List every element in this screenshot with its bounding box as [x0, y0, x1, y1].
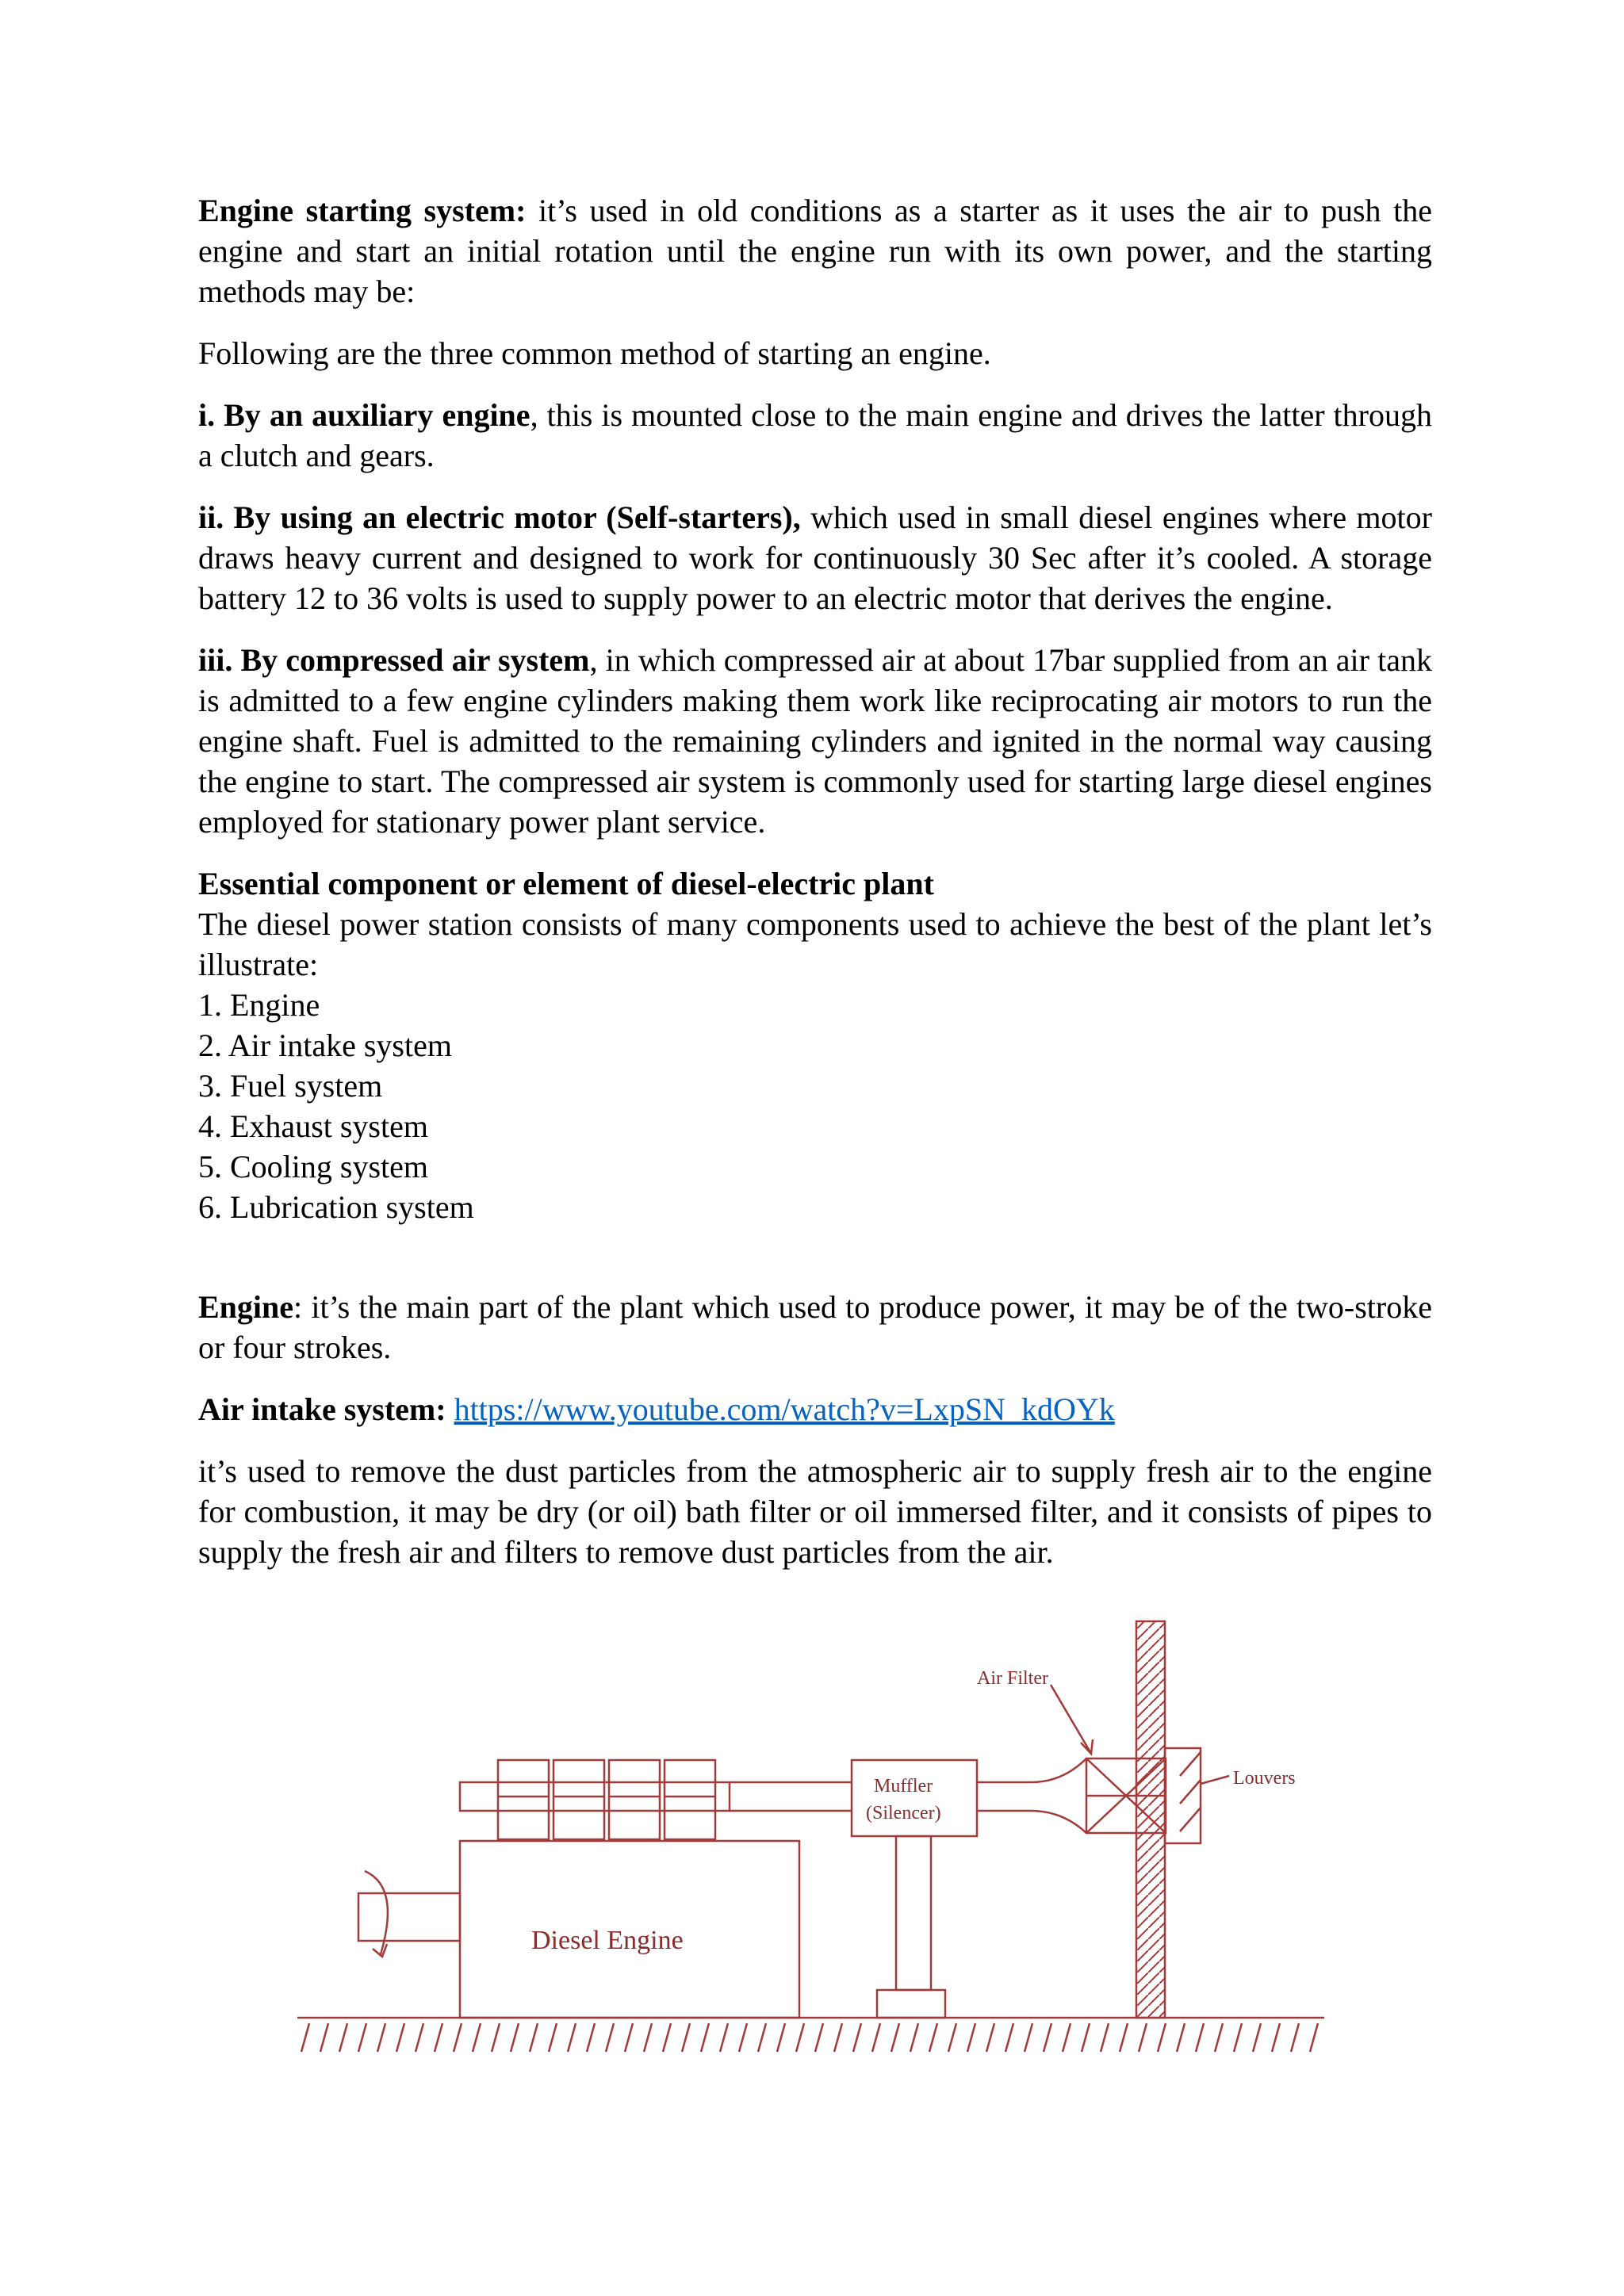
ground-hatch-mark — [1101, 2023, 1109, 2052]
ground-hatch-mark — [492, 2023, 500, 2052]
ground-hatch-mark — [872, 2023, 880, 2052]
silencer-label: (Silencer) — [866, 1803, 941, 1823]
ground-hatch-mark — [1082, 2023, 1090, 2052]
method-3-lead: iii. By compressed air system — [198, 642, 590, 678]
ground-hatch-mark — [663, 2023, 671, 2052]
diesel-engine-label: Diesel Engine — [531, 1926, 684, 1955]
components-heading — [198, 863, 1432, 904]
ground-hatch-mark — [530, 2023, 538, 2052]
louvers-label: Louvers — [1233, 1768, 1296, 1789]
ground-hatch-mark — [739, 2023, 747, 2052]
ground-hatch-mark — [568, 2023, 576, 2052]
ground-hatch-mark — [1215, 2023, 1223, 2052]
air-intake-diagram — [293, 1617, 1332, 2061]
youtube-link[interactable]: https://www.youtube.com/watch?v=LxpSN_kdOYk — [454, 1391, 1115, 1427]
air-filter-label: Air Filter — [977, 1668, 1048, 1689]
method-1-lead: i. By an auxiliary engine — [198, 397, 530, 433]
ground-hatch-mark — [549, 2023, 557, 2052]
louvers-leader — [1201, 1776, 1229, 1784]
list-item: 4. Exhaust system — [198, 1108, 428, 1144]
ground-hatch-mark — [435, 2023, 442, 2052]
ground-hatch-mark — [644, 2023, 652, 2052]
ground-hatch-mark — [396, 2023, 404, 2052]
diagram-svg — [293, 1617, 1332, 2061]
method-3-paragraph — [198, 640, 1432, 842]
ground-hatch-mark — [986, 2023, 994, 2052]
list-item: 2. Air intake system — [198, 1027, 452, 1063]
ground-hatch-mark — [682, 2023, 690, 2052]
ground-hatch-mark — [606, 2023, 614, 2052]
engine-starting-paragraph — [198, 190, 1432, 312]
ground-hatch-mark — [834, 2023, 842, 2052]
support-base — [877, 1990, 945, 2018]
ground-hatch-mark — [1120, 2023, 1128, 2052]
ground-hatch-mark — [454, 2023, 462, 2052]
ground-hatch-mark — [377, 2023, 385, 2052]
louver-slat — [1180, 1808, 1201, 1831]
ground-hatch — [301, 2023, 1318, 2052]
ground-hatch-mark — [1272, 2023, 1280, 2052]
ground-hatch-mark — [910, 2023, 918, 2052]
engine-shaft — [358, 1893, 460, 1941]
air-intake-heading-paragraph — [198, 1389, 1432, 1429]
method-2-text: which used in small diesel engines where motor draws heavy current and designed to work for continuously 30 Sec after it’s cooled. A storage battery 12 to 36 volts is used to supply power to an electric motor that derives the engine. — [198, 499, 1432, 616]
ground-hatch-mark — [358, 2023, 366, 2052]
cylinder — [609, 1760, 660, 1839]
document-page — [198, 190, 1432, 1594]
engine-starting-lead: Engine starting system: — [198, 193, 527, 228]
ground-hatch-mark — [511, 2023, 519, 2052]
list-item: 3. Fuel system — [198, 1068, 383, 1104]
components-intro: The diesel power station consists of many components used to achieve the best of the plant let’s illustrate: — [198, 906, 1432, 982]
cylinder — [665, 1760, 715, 1839]
ground-hatch-mark — [815, 2023, 823, 2052]
ground-hatch-mark — [967, 2023, 975, 2052]
louver-slat — [1180, 1780, 1201, 1804]
ground-hatch-mark — [1310, 2023, 1318, 2052]
ground-hatch-mark — [1196, 2023, 1204, 2052]
list-item: 1. Engine — [198, 987, 320, 1023]
engine-lead: Engine — [198, 1289, 294, 1325]
engine-paragraph — [198, 1287, 1432, 1368]
muffler-support — [896, 1836, 931, 1990]
ground-hatch-mark — [853, 2023, 861, 2052]
ground-hatch-mark — [701, 2023, 709, 2052]
engine-starting-text: it’s used in old conditions as a starter as it uses the air to push the engine and start an initial rotation until the engine run with its own power, and the starting methods may be: — [198, 193, 1432, 309]
ground-hatch-mark — [1234, 2023, 1242, 2052]
ground-hatch-mark — [625, 2023, 633, 2052]
cylinder — [553, 1760, 604, 1839]
ground-hatch-mark — [1253, 2023, 1261, 2052]
air-filter-leader — [1051, 1685, 1090, 1752]
components-list — [198, 985, 1432, 1227]
method-2-paragraph — [198, 497, 1432, 618]
ground-hatch-mark — [1158, 2023, 1166, 2052]
ground-hatch-mark — [1139, 2023, 1147, 2052]
ground-hatch-mark — [1044, 2023, 1051, 2052]
ground-hatch-mark — [301, 2023, 309, 2052]
engine-text: : it’s the main part of the plant which used to produce power, it may be of the two-stroke or four strokes. — [198, 1289, 1432, 1365]
ground-hatch-mark — [891, 2023, 899, 2052]
muffler-box — [852, 1760, 977, 1836]
air-intake-paragraph: it’s used to remove the dust particles from the atmospheric air to supply fresh air to the engine for combustion, it may be dry (or oil) bath filter or oil immersed filter, and it consists of pipes to supply the fresh air and filters to remove dust particles from the air. — [198, 1453, 1432, 1570]
method-1-text: , this is mounted close to the main engine and drives the latter through a clutch and gears. — [198, 397, 1432, 473]
ground-hatch-mark — [1005, 2023, 1013, 2052]
ground-hatch-mark — [777, 2023, 785, 2052]
method-1-paragraph — [198, 395, 1432, 476]
ground-hatch-mark — [1025, 2023, 1032, 2052]
list-item: 5. Cooling system — [198, 1149, 429, 1184]
ground-hatch-mark — [473, 2023, 481, 2052]
ground-hatch-mark — [339, 2023, 347, 2052]
ground-hatch-mark — [587, 2023, 595, 2052]
ground-hatch-mark — [1291, 2023, 1299, 2052]
air-intake-lead: Air intake system: — [198, 1391, 446, 1427]
louver-slat — [1180, 1752, 1201, 1776]
ground-hatch-mark — [1177, 2023, 1185, 2052]
muffler-label: Muffler — [874, 1776, 933, 1797]
components-heading-text: Essential component or element of diesel-electric plant — [198, 866, 934, 901]
following-paragraph: Following are the three common method of starting an engine. — [198, 335, 991, 371]
cylinder — [498, 1760, 549, 1839]
ground-hatch-mark — [1063, 2023, 1071, 2052]
ground-hatch-mark — [948, 2023, 956, 2052]
ground-hatch-mark — [720, 2023, 728, 2052]
method-3-text: , in which compressed air at about 17bar supplied from an air tank is admitted to a few engine cylinders making them work like reciprocating air motors to run the engine shaft. Fuel is admitted to the remaining cylinders and ignited in the normal way causing the engine to start. The compressed air system is commonly used for starting large diesel engines employed for stationary power plant service. — [198, 642, 1432, 840]
ground-hatch-mark — [796, 2023, 804, 2052]
method-2-lead: ii. By using an electric motor (Self-starters), — [198, 499, 801, 535]
ground-hatch-mark — [758, 2023, 766, 2052]
list-item: 6. Lubrication system — [198, 1189, 474, 1225]
ground-hatch-mark — [320, 2023, 328, 2052]
ground-hatch-mark — [929, 2023, 937, 2052]
ground-hatch-mark — [416, 2023, 423, 2052]
